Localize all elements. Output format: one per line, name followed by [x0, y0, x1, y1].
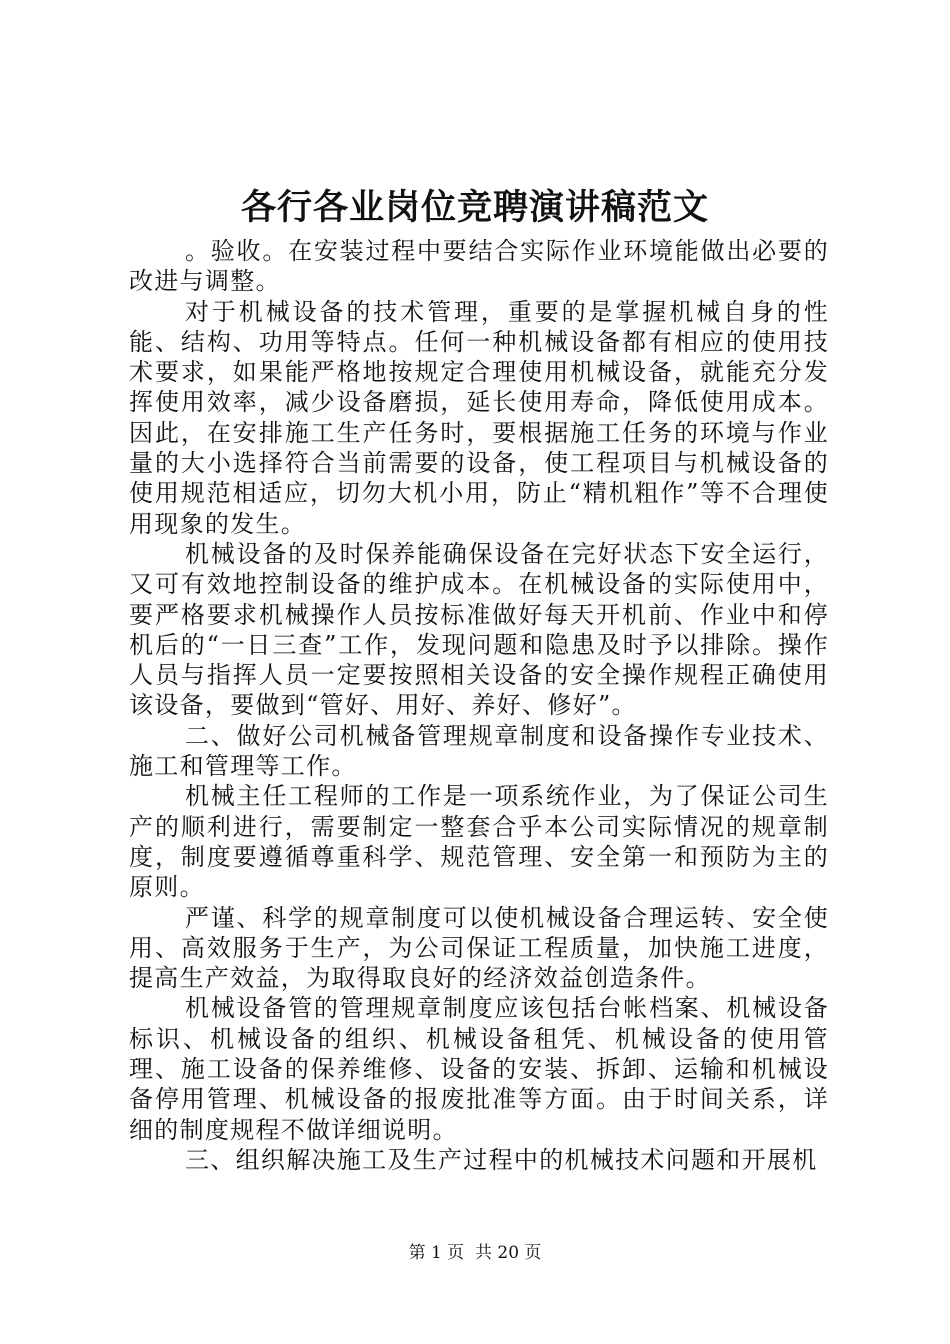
paragraph: 严谨、科学的规章制度可以使机械设备合理运转、安全使用、高效服务于生产，为公司保证工程质量，加快施工进度，提高生产效益，为取得取良好的经济效益创造条件。: [129, 903, 829, 993]
document-body: [129, 236, 829, 1175]
paragraph: 三、组织解决施工及生产过程中的机械技术问题和开展机: [185, 1145, 818, 1174]
document-title: 各行各业岗位竞聘演讲稿范文: [240, 187, 709, 228]
paragraph: 。验收。在安装过程中要结合实际作业环境能做出必要的改进与调整。: [129, 237, 829, 296]
page-number-label: 第 1 页 共 20 页: [408, 1243, 542, 1263]
paragraph: 对于机械设备的技术管理，重要的是掌握机械自身的性能、结构、功用等特点。任何一种机械设备都有相应的使用技术要求，如果能严格地按规定合理使用机械设备，就能充分发挥使用效率，减少设备磨损，延长使用寿命，降低使用成本。因此，在安排施工生产任务时，要根据施工任务的环境与作业量的大小选择符合当前需要的设备，使工程项目与机械设备的使用规范相适应，切勿大机小用，防止“精机粗作”等不合理使用现象的发生。: [129, 297, 829, 538]
paragraph: 二、做好公司机械备管理规章制度和设备操作专业技术、施工和管理等工作。: [129, 721, 829, 781]
page-footer: [0, 1242, 950, 1264]
paragraph: 机械设备的及时保养能确保设备在完好状态下安全运行，又可有效地控制设备的维护成本。在机械设备的实际使用中，要严格要求机械操作人员按标准做好每天开机前、作业中和停机后的“一日三查”工作，发现问题和隐患及时予以排除。操作人员与指挥人员一定要按照相关设备的安全操作规程正确使用该设备，要做到“管好、用好、养好、修好”。: [129, 539, 829, 720]
paragraph: 机械设备管的管理规章制度应该包括台帐档案、机械设备标识、机械设备的组织、机械设备租凭、机械设备的使用管理、施工设备的保养维修、设备的安装、拆卸、运输和机械设备停用管理、机械设备的报废批准等方面。由于时间关系，详细的制度规程不做详细说明。: [129, 994, 829, 1144]
paragraph: 机械主任工程师的工作是一项系统作业，为了保证公司生产的顺利进行，需要制定一整套合乎本公司实际情况的规章制度，制度要遵循尊重科学、规范管理、安全第一和预防为主的原则。: [129, 782, 829, 902]
